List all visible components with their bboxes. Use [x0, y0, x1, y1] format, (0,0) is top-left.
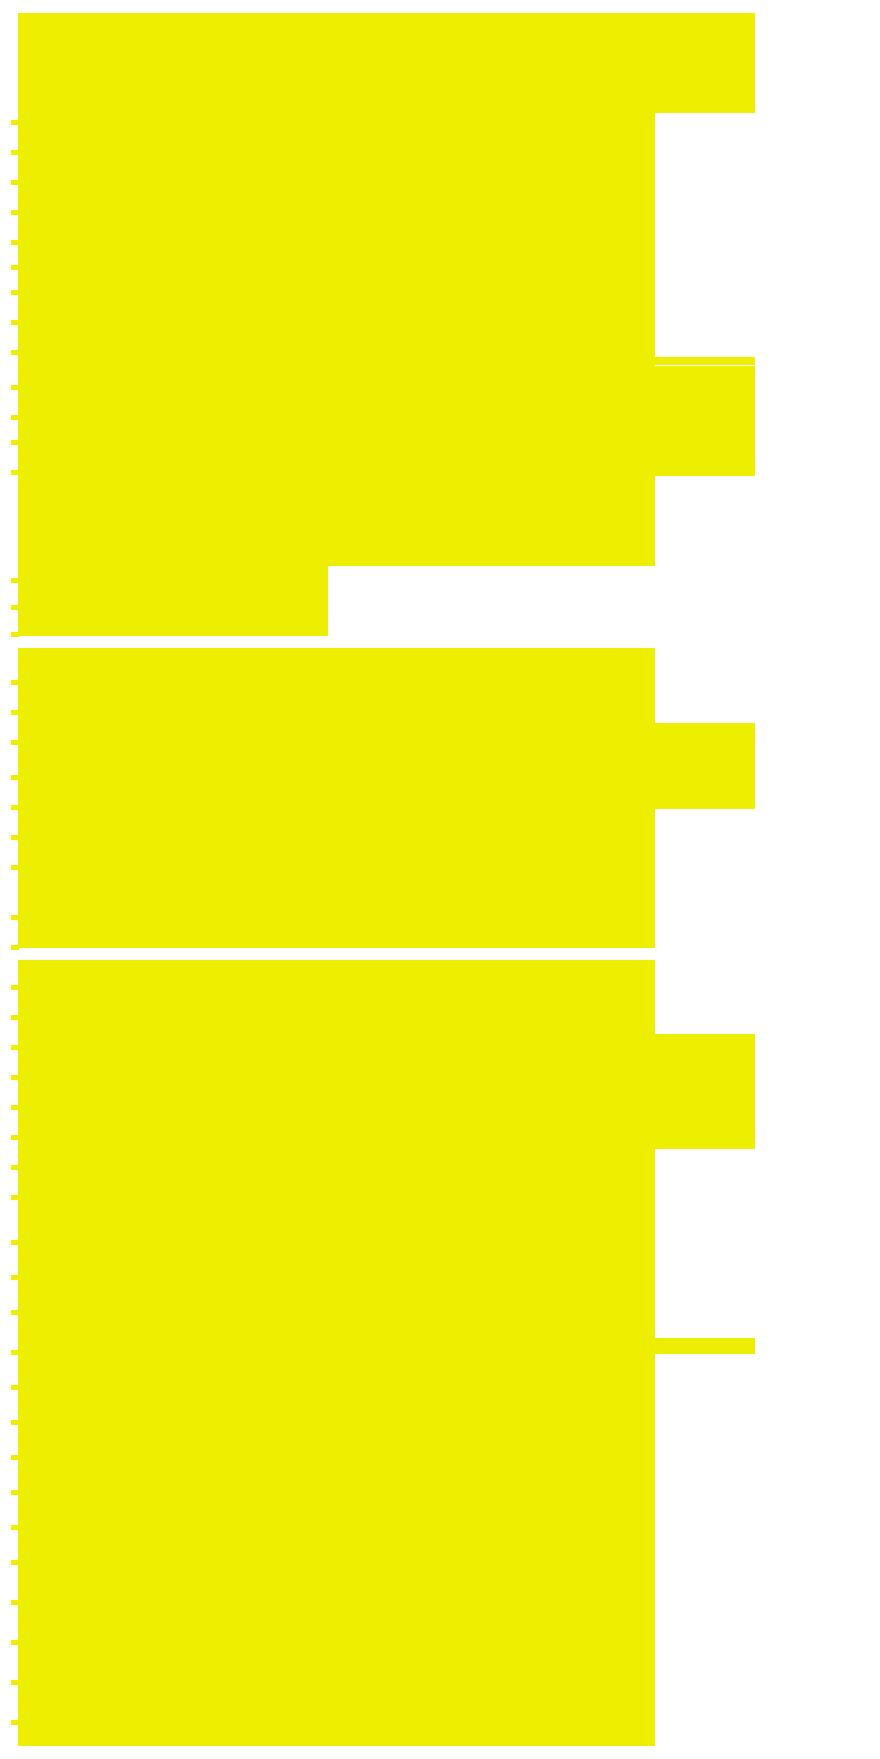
- margin-tick: [11, 578, 19, 583]
- margin-tick: [11, 1525, 19, 1530]
- margin-tick: [11, 210, 19, 215]
- redaction-block: [18, 13, 755, 111]
- redaction-block: [655, 357, 755, 365]
- margin-tick: [11, 835, 19, 840]
- margin-tick: [11, 605, 19, 610]
- margin-tick: [11, 632, 19, 637]
- margin-tick: [11, 945, 19, 950]
- margin-tick: [11, 1600, 19, 1605]
- redaction-block: [18, 566, 328, 636]
- redaction-block: [655, 1338, 755, 1354]
- margin-tick: [11, 415, 19, 420]
- margin-tick: [11, 1560, 19, 1565]
- margin-tick: [11, 120, 19, 125]
- margin-tick: [11, 1385, 19, 1390]
- margin-tick: [11, 1490, 19, 1495]
- margin-tick: [11, 1720, 19, 1725]
- margin-tick: [11, 1640, 19, 1645]
- margin-tick: [11, 350, 19, 355]
- margin-tick: [11, 1420, 19, 1425]
- margin-tick: [11, 385, 19, 390]
- margin-tick: [11, 1105, 19, 1110]
- margin-tick: [11, 915, 19, 920]
- margin-tick: [11, 1350, 19, 1355]
- margin-tick: [11, 1075, 19, 1080]
- redaction-block: [655, 366, 755, 471]
- redaction-block: [655, 1034, 755, 1149]
- margin-tick: [11, 865, 19, 870]
- margin-tick: [11, 1680, 19, 1685]
- margin-tick: [11, 290, 19, 295]
- margin-tick: [11, 1275, 19, 1280]
- margin-tick: [11, 150, 19, 155]
- margin-tick: [11, 775, 19, 780]
- margin-tick: [11, 240, 19, 245]
- margin-tick: [11, 1195, 19, 1200]
- redaction-block: [655, 107, 755, 113]
- redaction-block: [655, 470, 755, 476]
- margin-tick: [11, 440, 19, 445]
- margin-tick: [11, 320, 19, 325]
- redaction-block: [18, 648, 655, 948]
- margin-tick: [11, 1135, 19, 1140]
- redaction-block: [655, 803, 755, 809]
- margin-tick: [11, 710, 19, 715]
- margin-tick: [11, 180, 19, 185]
- margin-tick: [11, 680, 19, 685]
- margin-tick: [11, 1240, 19, 1245]
- margin-tick: [11, 985, 19, 990]
- margin-tick: [11, 1455, 19, 1460]
- redaction-block: [18, 111, 655, 566]
- margin-tick: [11, 470, 19, 475]
- margin-tick: [11, 805, 19, 810]
- margin-tick: [11, 265, 19, 270]
- margin-tick: [11, 1045, 19, 1050]
- redaction-block: [655, 723, 755, 803]
- margin-tick: [11, 1015, 19, 1020]
- margin-tick: [11, 1165, 19, 1170]
- margin-tick: [11, 1310, 19, 1315]
- margin-tick: [11, 740, 19, 745]
- redaction-block: [18, 960, 655, 1746]
